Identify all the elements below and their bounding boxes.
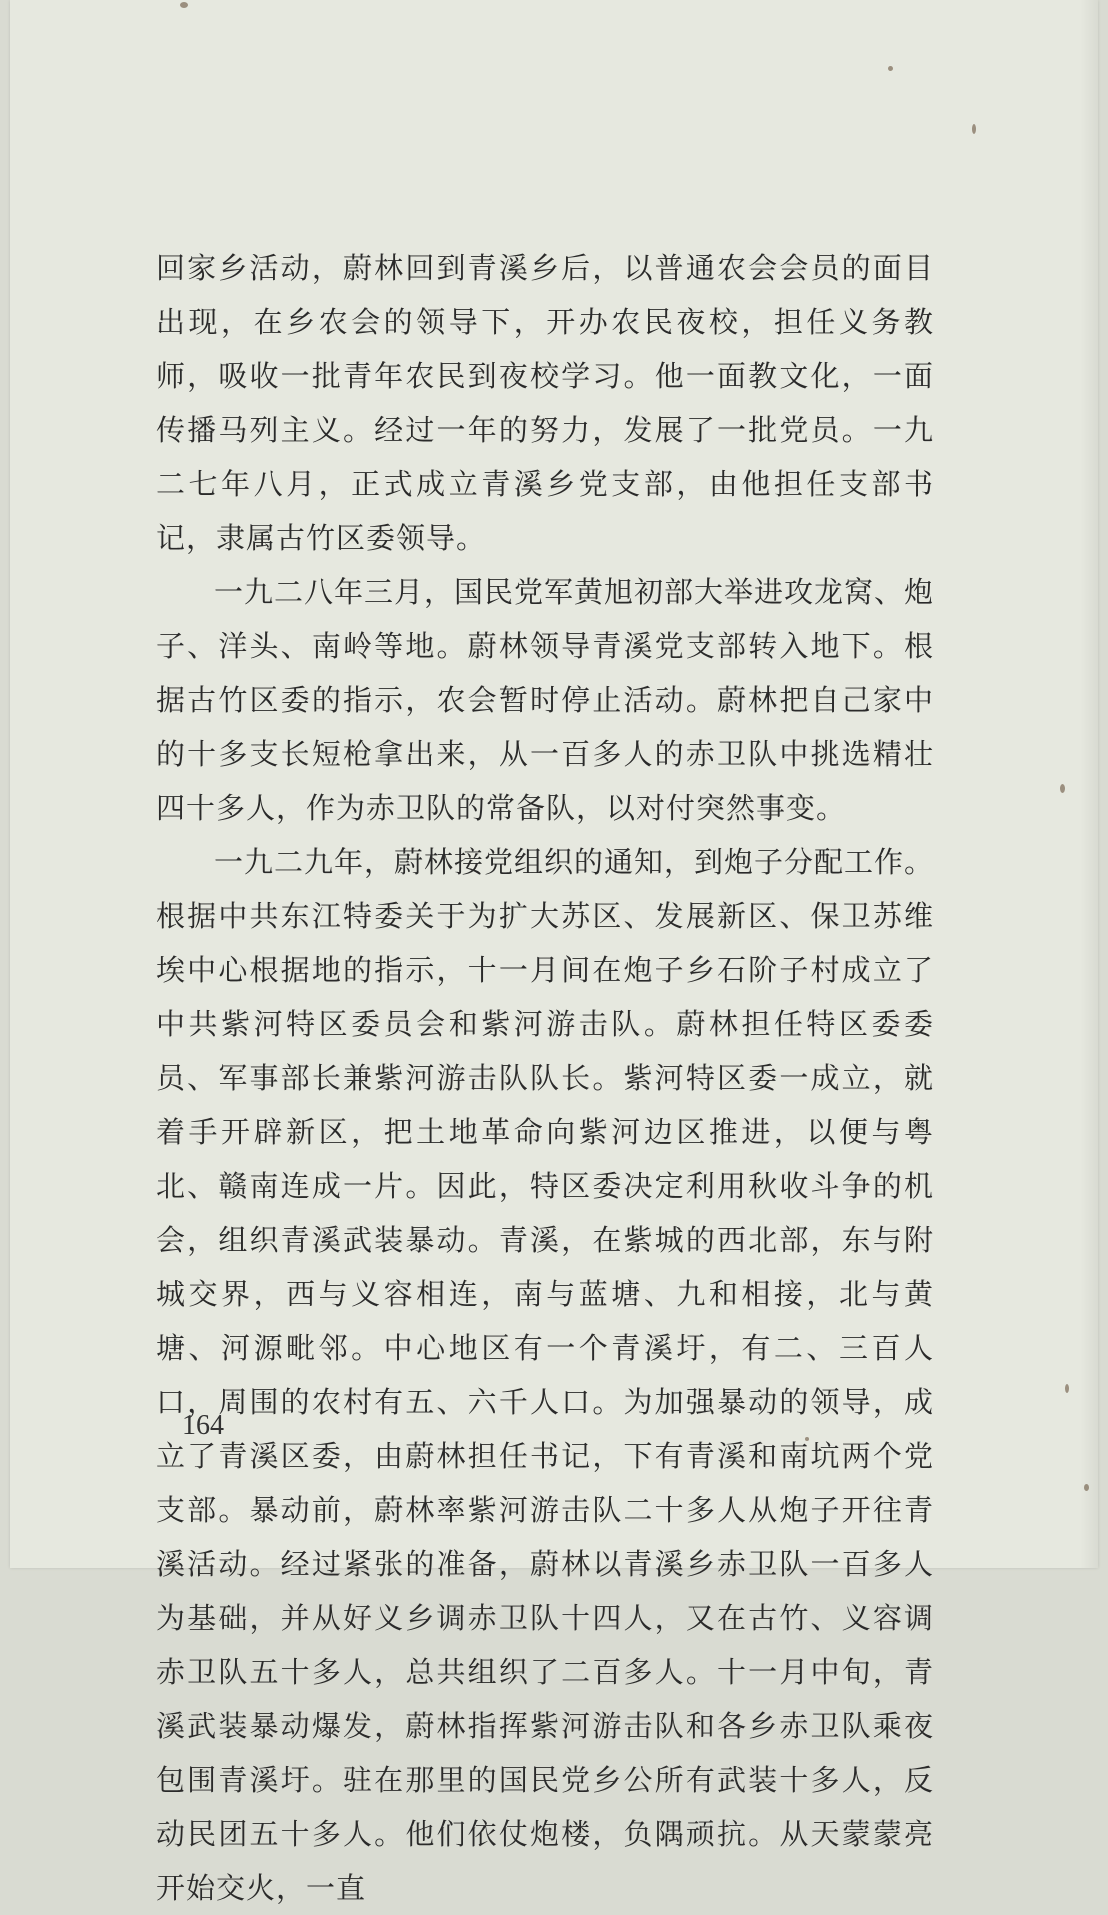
paper-speck <box>1065 1384 1069 1393</box>
page-number: 164 <box>182 1410 224 1441</box>
paper-speck <box>1084 1484 1089 1491</box>
paragraph: 回家乡活动，蔚林回到青溪乡后，以普通农会会员的面目出现，在乡农会的领导下，开办农民夜校，担任义务教师，吸收一批青年农民到夜校学习。他一面教文化，一面传播马列主义。经过一年的努力，发展了一批党员。一九二七年八月，正式成立青溪乡党支部，由他担任支部书记，隶属古竹区委领导。 <box>156 251 934 555</box>
paper-speck <box>972 124 976 134</box>
paper-speck <box>888 66 893 71</box>
paragraph: 一九二九年，蔚林接党组织的通知，到炮子分配工作。根据中共东江特委关于为扩大苏区、发展新区、保卫苏维埃中心根据地的指示，十一月间在炮子乡石阶子村成立了中共紫河特区委员会和紫河游击队。蔚林担任特区委委员、军事部长兼紫河游击队队长。紫河特区委一成立，就着手开辟新区，把土地革命向紫河边区推进，以便与粤北、赣南连成一片。因此，特区委决定利用秋收斗争的机会，组织青溪武装暴动。青溪，在紫城的西北部，东与附城交界，西与义容相连，南与蓝塘、九和相接，北与黄塘、河源毗邻。中心地区有一个青溪圩，有二、三百人口，周围的农村有五、六千人口。为加强暴动的领导，成立了青溪区委，由蔚林担任书记，下有青溪和南坑两个党支部。暴动前，蔚林率紫河游击队二十多人从炮子开往青溪活动。经过紧张的准备，蔚林以青溪乡赤卫队一百多人为基础，并从好义乡调赤卫队十四人，又在古竹、义容调赤卫队五十多人，总共组织了二百多人。十一月中旬，青溪武装暴动爆发，蔚林指挥紫河游击队和各乡赤卫队乘夜包围青溪圩。驻在那里的国民党乡公所有武装十多人，反动民团五十多人。他们依仗炮楼，负隅顽抗。从天蒙蒙亮开始交火，一直 <box>156 845 935 1905</box>
paper-speck <box>1060 784 1065 793</box>
paragraph: 一九二八年三月，国民党军黄旭初部大举进攻龙窝、炮子、洋头、南岭等地。蔚林领导青溪党支部转入地下。根据古竹区委的指示，农会暂时停止活动。蔚林把自己家中的十多支长短枪拿出来，从一百多人的赤卫队中挑选精壮四十多人，作为赤卫队的常备队，以对付突然事变。 <box>156 575 935 825</box>
paper-speck <box>180 2 188 8</box>
page-edge-shadow <box>1080 0 1098 1568</box>
book-page <box>10 0 1098 1905</box>
body-text <box>156 241 934 1915</box>
